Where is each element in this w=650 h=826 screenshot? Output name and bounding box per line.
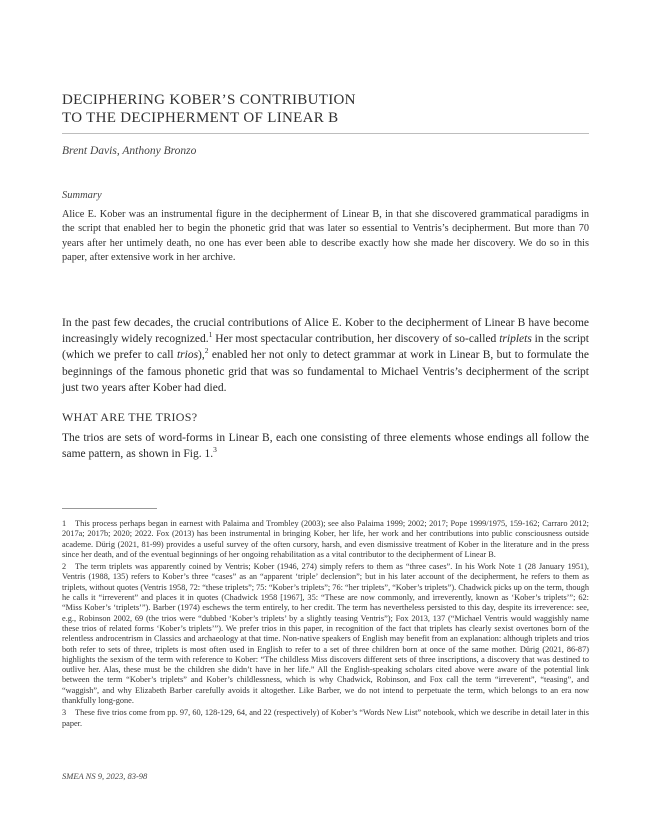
intro-text-a: In the past few decades, the crucial contributions of Alice E. Kober to the decipherment of Linear B have become increasingly widely recognized. — [62, 317, 589, 346]
footnote-divider — [62, 508, 157, 509]
footnotes — [62, 519, 589, 731]
footnote-ref-2: 2 — [204, 346, 209, 356]
intro-triplets: triplets — [499, 333, 532, 346]
footnote-number: 1 — [62, 519, 67, 528]
footnote — [62, 519, 589, 560]
intro-paragraph — [62, 315, 589, 396]
intro-text-b: Her most spectacular contribution, her discovery of so-called — [212, 333, 500, 346]
section-text: The trios are sets of word-forms in Linear B, each one consisting of three elements whose endings all follow the same pattern, as shown in Fig. 1. — [62, 432, 589, 461]
footnote-text: This process perhaps began in earnest with Palaima and Trombley (2003); see also Palaima 1999; 2002; 2017; Pope 1999/1975, 159-162; Carraro 2012; 2017a; 2017b; 2020; 2022. Fox (2013) has been instrumental in bringing Kober, her life, her work and her contributions into public consciousness outside academe. Dürig (2021, 81-99) provides a useful survey of the often cursory, harsh, and even dismissive treatment of Kober in the literature and in the press since her death, and of the eventual beginnings of her ongoing rehabilitation as a vital contributor to the decipherment of Linear B. — [62, 519, 589, 559]
summary-heading: Summary — [62, 190, 102, 201]
footnote-ref-1: 1 — [208, 330, 213, 340]
intro-text-c: in the script (which we prefer to call — [62, 333, 589, 362]
article-title — [62, 91, 589, 127]
intro-text-e: enabled her not only to detect grammar at work in Linear B, but to formulate the beginnings of the famous phonetic grid that was so fundamental to Michael Ventris’s decipherment of the script just two years after Kober had died. — [62, 349, 589, 394]
section-heading: WHAT ARE THE TRIOS? — [62, 410, 198, 424]
footnote — [62, 708, 589, 729]
footnote — [62, 562, 589, 706]
summary-text: Alice E. Kober was an instrumental figure in the decipherment of Linear B, in that she discovered grammatical paradigms in the script that enabled her to begin the phonetic grid that was later so essential to Ventris’s decipherment. But more than 70 years after her untimely death, no one has ever been able to describe exactly how she made her discovery. We do so in this paper, after extensive work in her archive. — [62, 209, 589, 264]
footnote-number: 3 — [62, 708, 67, 718]
footnote-number: 2 — [62, 562, 67, 572]
section-paragraph — [62, 430, 589, 462]
footnote-text: These five trios come from pp. 97, 60, 128-129, 64, and 22 (respectively) of Kober’s “Words New List” notebook, which we describe in detail later in this paper. — [62, 708, 589, 728]
intro-text-d: ), — [198, 349, 205, 362]
journal-citation: SMEA NS 9, 2023, 83-98 — [62, 771, 148, 781]
title-line-2: TO THE DECIPHERMENT OF LINEAR B — [62, 110, 339, 126]
footnote-text: The term triplets was apparently coined by Ventris; Kober (1946, 274) simply refers to them as “three cases”. In his Work Note 1 (28 January 1951), Ventris (1988, 135) refers to Kober’s three “cases” as an “apparent ‘triple’ declension”; but in his later account of the decipherment, he refers to them as triplets, without quotes (Ventris 1958, 72: “these triplets”; 75: “Kober’s triplets”; 76: “her triplets”, “Kober’s triplets”). Chadwick picks up on the term, though he calls it “irreverent” and places it in quotes (Chadwick 1958 [1967], 35: “These are now commonly, and irreverently, known as ‘Kober’s triplets’”; 62: “Miss Kober’s ‘triplets’”). Barber (1974) eschews the term entirely, to her credit. The term has nevertheless persisted to this day, despite its irreverence: see, e.g., Robinson 2002, 69 (the trios were “dubbed ‘Kober’s triplets’ by a slightly teasing Ventris”); Fox 2013, 137 (“Michael Ventris would waggishly name these trios of related forms ‘Kober’s triplets’”). We prefer trios in this paper, in recognition of the fact that triplets has clearly sexist overtones born of the relentless androcentrism in Classics and archaeology at that time. Non-native speakers of English may benefit from an explanation: although triplets and trios both refer to sets of three, triplets is most often used in English to refer to a set of three children born at once of the same mother. Dürig (2021, 86-87) highlights the sexism of the term with reference to Kober: “The childless Miss discovers different sets of three inscriptions, a discovery that was destined to outlive her. Alas, these must be the children she didn’t have in her life.” All the English-speaking scholars cited above were aware of the potential link between the term “Kober’s triplets” and Kober’s childlessness, which is why Chadwick, Robinson, and Fox call the term “irreverent”, “teasing”, and “waggish”, and why Elizabeth Barber carefully avoids it altogether. Like Barber, we do not intend to perpetuate the term, which belongs to an era now thankfully long-gone. — [62, 562, 589, 706]
title-divider — [62, 133, 589, 134]
authors: Brent Davis, Anthony Bronzo — [62, 145, 197, 157]
footnote-ref-3: 3 — [213, 445, 217, 455]
title-line-1: DECIPHERING KOBER’S CONTRIBUTION — [62, 92, 356, 108]
intro-trios: trios — [176, 349, 199, 362]
